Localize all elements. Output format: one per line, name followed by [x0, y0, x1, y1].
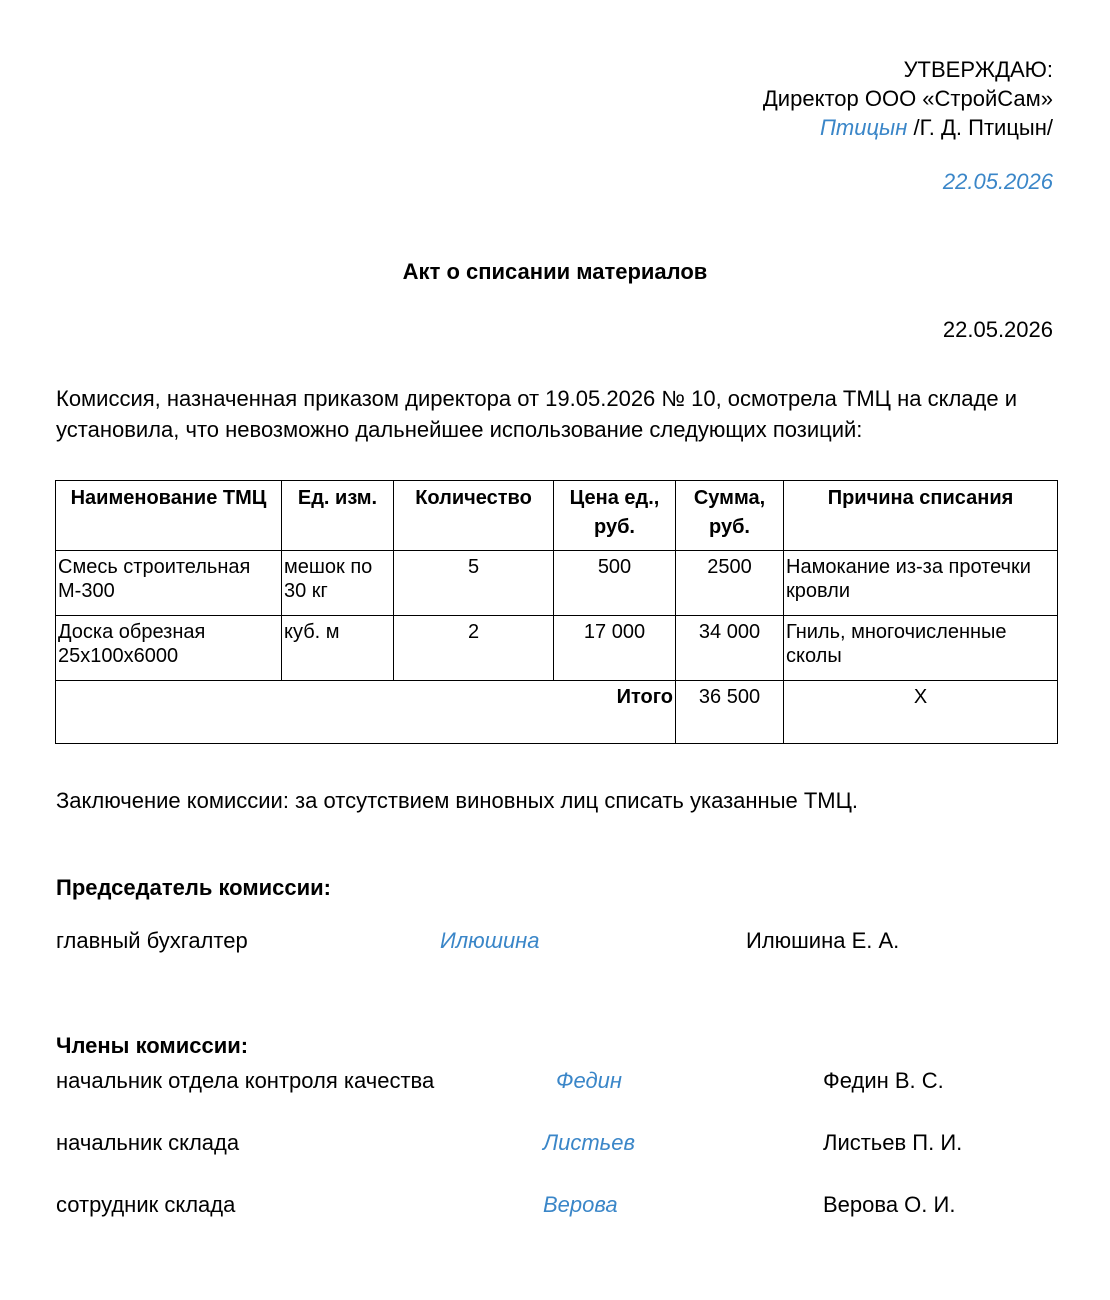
cell-unit: куб. м: [282, 616, 394, 681]
cell-quantity: 5: [394, 551, 554, 616]
member-name: Листьев П. И.: [823, 1130, 963, 1155]
members-heading: Члены комиссии:: [56, 1033, 249, 1058]
cell-price: 17 000: [554, 616, 676, 681]
cell-price: 500: [554, 551, 676, 616]
total-label: Итого: [56, 681, 676, 744]
header-quantity: Количество: [394, 481, 554, 551]
approval-position: Директор ООО «СтройСам»: [762, 86, 1053, 111]
table-total-row: [56, 681, 1058, 744]
table-row: [56, 616, 1058, 681]
member-name: Верова О. И.: [823, 1192, 956, 1217]
member-role: начальник склада: [56, 1130, 240, 1155]
cell-name: Смесь строительная М-300: [56, 551, 282, 616]
director-name: /Г. Д. Птицын/: [913, 115, 1053, 140]
cell-reason: Гниль, многочисленные сколы: [784, 616, 1058, 681]
director-signature: Птицын: [819, 115, 908, 140]
cell-sum: 2500: [676, 551, 784, 616]
document-title: Акт о списании материалов: [402, 259, 708, 284]
total-sum: 36 500: [676, 681, 784, 744]
member-role: начальник отдела контроля качества: [56, 1068, 435, 1093]
total-reason: X: [784, 681, 1058, 744]
member-name: Федин В. С.: [823, 1068, 944, 1093]
cell-name: Доска обрезная 25х100х6000: [56, 616, 282, 681]
member-signature: Федин: [556, 1068, 622, 1093]
cell-unit: мешок по 30 кг: [282, 551, 394, 616]
member-role: сотрудник склада: [56, 1192, 236, 1217]
chairman-name: Илюшина Е. А.: [746, 928, 900, 953]
table-row: [56, 551, 1058, 616]
intro-paragraph: Комиссия, назначенная приказом директора от 19.05.2026 № 10, осмотрела ТМЦ на складе и установила, что невозможно дальнейшее использование следующих позиций:: [56, 386, 1017, 442]
approval-signature-line: [763, 113, 1053, 142]
header-sum: Сумма, руб.: [676, 481, 784, 551]
document-date: 22.05.2026: [942, 317, 1053, 342]
cell-reason: Намокание из-за протечки кровли: [784, 551, 1058, 616]
chairman-signature: Илюшина: [440, 928, 540, 953]
header-reason: Причина списания: [784, 481, 1058, 551]
cell-sum: 34 000: [676, 616, 784, 681]
member-signature: Верова: [543, 1192, 618, 1217]
member-signature: Листьев: [543, 1130, 635, 1155]
header-unit: Ед. изм.: [282, 481, 394, 551]
approval-block: [763, 55, 1053, 196]
conclusion-text: Заключение комиссии: за отсутствием виновных лиц списать указанные ТМЦ.: [56, 788, 859, 813]
table-header-row: [56, 481, 1058, 551]
approval-date: 22.05.2026: [942, 169, 1053, 194]
header-name: Наименование ТМЦ: [56, 481, 282, 551]
write-off-table: [55, 480, 1058, 744]
cell-quantity: 2: [394, 616, 554, 681]
chairman-role: главный бухгалтер: [56, 928, 248, 953]
approval-heading: УТВЕРЖДАЮ:: [903, 57, 1053, 82]
chairman-heading: Председатель комиссии:: [56, 875, 331, 900]
header-price: Цена ед., руб.: [554, 481, 676, 551]
